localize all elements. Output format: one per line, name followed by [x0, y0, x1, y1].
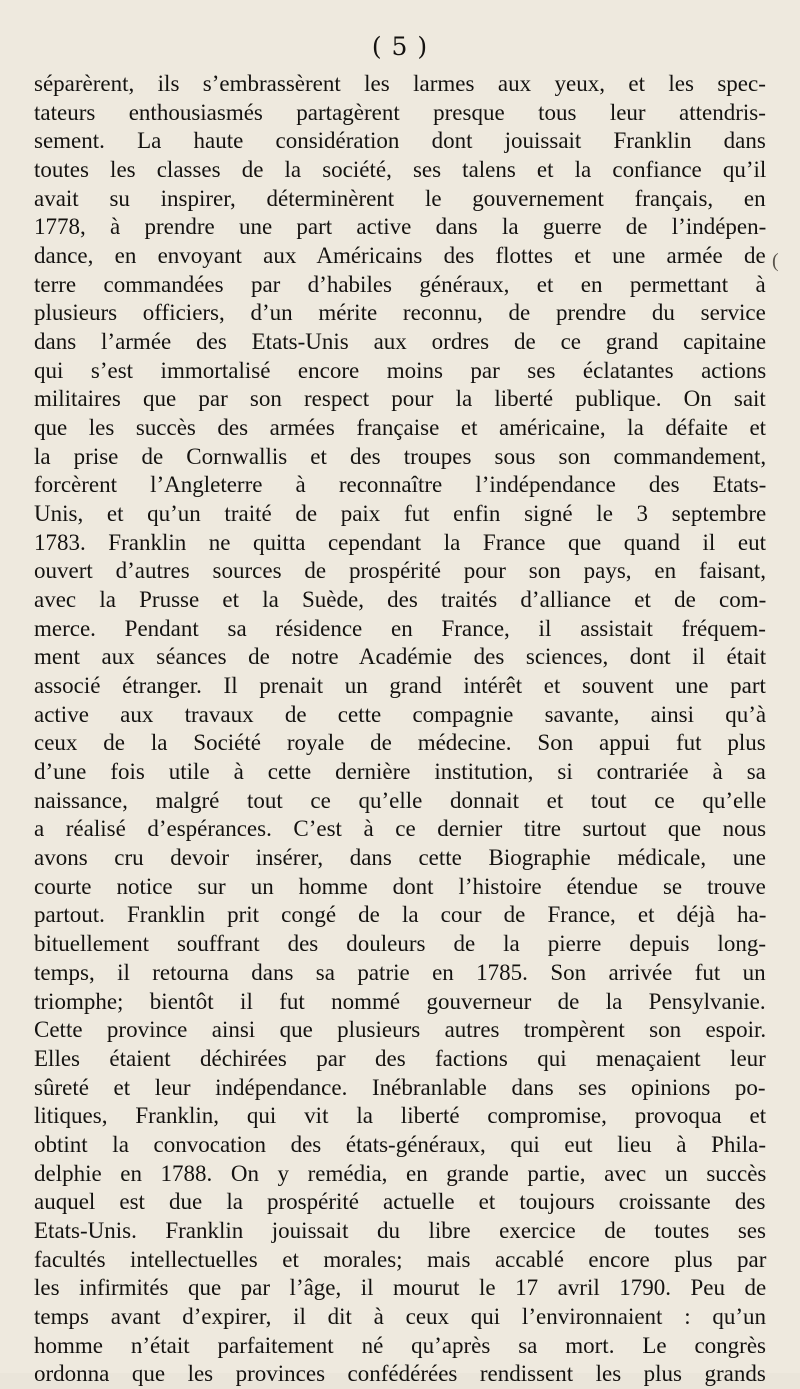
text-line: Cette province ainsi que plusieurs autres trompèrent son espoir.	[34, 1017, 767, 1043]
text-line: qui s’est immortalisé encore moins par ses éclatantes actions	[34, 357, 767, 383]
text-line: 1778, à prendre une part active dans la guerre de l’indépen-	[34, 214, 767, 240]
text-line: dans l’armée des Etats-Unis aux ordres de ce grand capitaine	[34, 329, 767, 355]
text-line: merce. Pendant sa résidence en France, il assistait fréquem-	[34, 615, 766, 641]
text-line: naissance, malgré tout ce qu’elle donnait et tout ce qu’elle	[34, 787, 767, 813]
text-line: auquel est due la prospérité actuelle et toujours croissante des	[34, 1189, 766, 1215]
text-line: Etats-Unis. Franklin jouissait du libre exercice de toutes ses	[34, 1217, 766, 1243]
text-line: toutes les classes de la société, ses talens et la confiance qu’il	[34, 157, 767, 183]
text-line: sement. La haute considération dont jouissait Franklin dans	[34, 128, 766, 154]
text-line: plusieurs officiers, d’un mérite reconnu, de prendre du service	[34, 300, 766, 326]
text-line: homme n’était parfaitement né qu’après sa mort. Le congrès	[34, 1332, 766, 1358]
text-line: delphie en 1788. On y remédia, en grande partie, avec un succès	[34, 1160, 767, 1186]
page-number: ( 5 )	[371, 32, 429, 61]
text-line: facultés intellectuelles et morales; mais accablé encore plus par	[34, 1246, 767, 1272]
text-line: obtint la convocation des états-généraux, qui eut lieu à Phila-	[34, 1131, 767, 1157]
text-line: a réalisé d’espérances. C’est à ce dernier titre surtout que nous	[34, 816, 767, 842]
text-line: avons cru devoir insérer, dans cette Biographie médicale, une	[34, 845, 766, 871]
text-line: courte notice sur un homme dont l’histoire étendue se trouve	[34, 873, 766, 899]
text-line: triomphe; bientôt il fut nommé gouverneur de la Pensylvanie.	[34, 988, 766, 1014]
text-line: dance, en envoyant aux Américains des flottes et une armée de	[34, 243, 766, 269]
text-line: Elles étaient déchirées par des factions qui menaçaient leur	[34, 1045, 766, 1071]
text-line: forcèrent l’Angleterre à reconnaître l’indépendance des Etats-	[34, 472, 767, 498]
body-text	[34, 70, 766, 1389]
text-line: ment aux séances de notre Académie des sciences, dont il était	[34, 644, 767, 670]
text-line: temps, il retourna dans sa patrie en 1785. Son arrivée fut un	[34, 959, 766, 985]
text-line: 1783. Franklin ne quitta cependant la France que quand il eut	[34, 529, 766, 555]
text-line: ordonna que les provinces confédérées rendissent les plus grands	[34, 1361, 766, 1387]
text-line: temps avant d’expirer, il dit à ceux qui l’environnaient : qu’un	[34, 1303, 766, 1329]
text-line: tateurs enthousiasmés partagèrent presque tous leur attendris-	[34, 99, 766, 125]
text-line: les infirmités que par l’âge, il mourut le 17 avril 1790. Peu de	[34, 1275, 767, 1301]
text-line: associé étranger. Il prenait un grand intérêt et souvent une part	[34, 673, 766, 699]
text-line: séparèrent, ils s’embrassèrent les larmes aux yeux, et les spec-	[34, 71, 766, 96]
text-line: militaires que par son respect pour la liberté publique. On sait	[34, 386, 766, 412]
text-line: la prise de Cornwallis et des troupes sous son commandement,	[34, 443, 767, 469]
text-line: ceux de la Société royale de médecine. Son appui fut plus	[34, 730, 766, 756]
text-line: Unis, et qu’un traité de paix fut enfin signé le 3 septembre	[34, 501, 767, 527]
text-line: litiques, Franklin, qui vit la liberté compromise, provoqua et	[34, 1103, 767, 1129]
text-line: avait su inspirer, déterminèrent le gouvernement français, en	[34, 185, 766, 211]
text-line: d’une fois utile à cette dernière institution, si contrariée à sa	[34, 759, 766, 785]
margin-mark: (	[772, 250, 779, 272]
text-line: active aux travaux de cette compagnie savante, ainsi qu’à	[34, 701, 767, 727]
text-line: terre commandées par d’habiles généraux, et en permettant à	[34, 271, 766, 297]
text-line: que les succès des armées française et américaine, la défaite et	[34, 415, 767, 441]
text-line: sûreté et leur indépendance. Inébranlable dans ses opinions po-	[34, 1074, 766, 1100]
text-line: bituellement souffrant des douleurs de la pierre depuis long-	[34, 931, 766, 957]
text-line: ouvert d’autres sources de prospérité pour son pays, en faisant,	[34, 558, 767, 584]
text-line: avec la Prusse et la Suède, des traités d’alliance et de com-	[34, 587, 767, 613]
text-line: partout. Franklin prit congé de la cour de France, et déjà ha-	[34, 902, 767, 928]
